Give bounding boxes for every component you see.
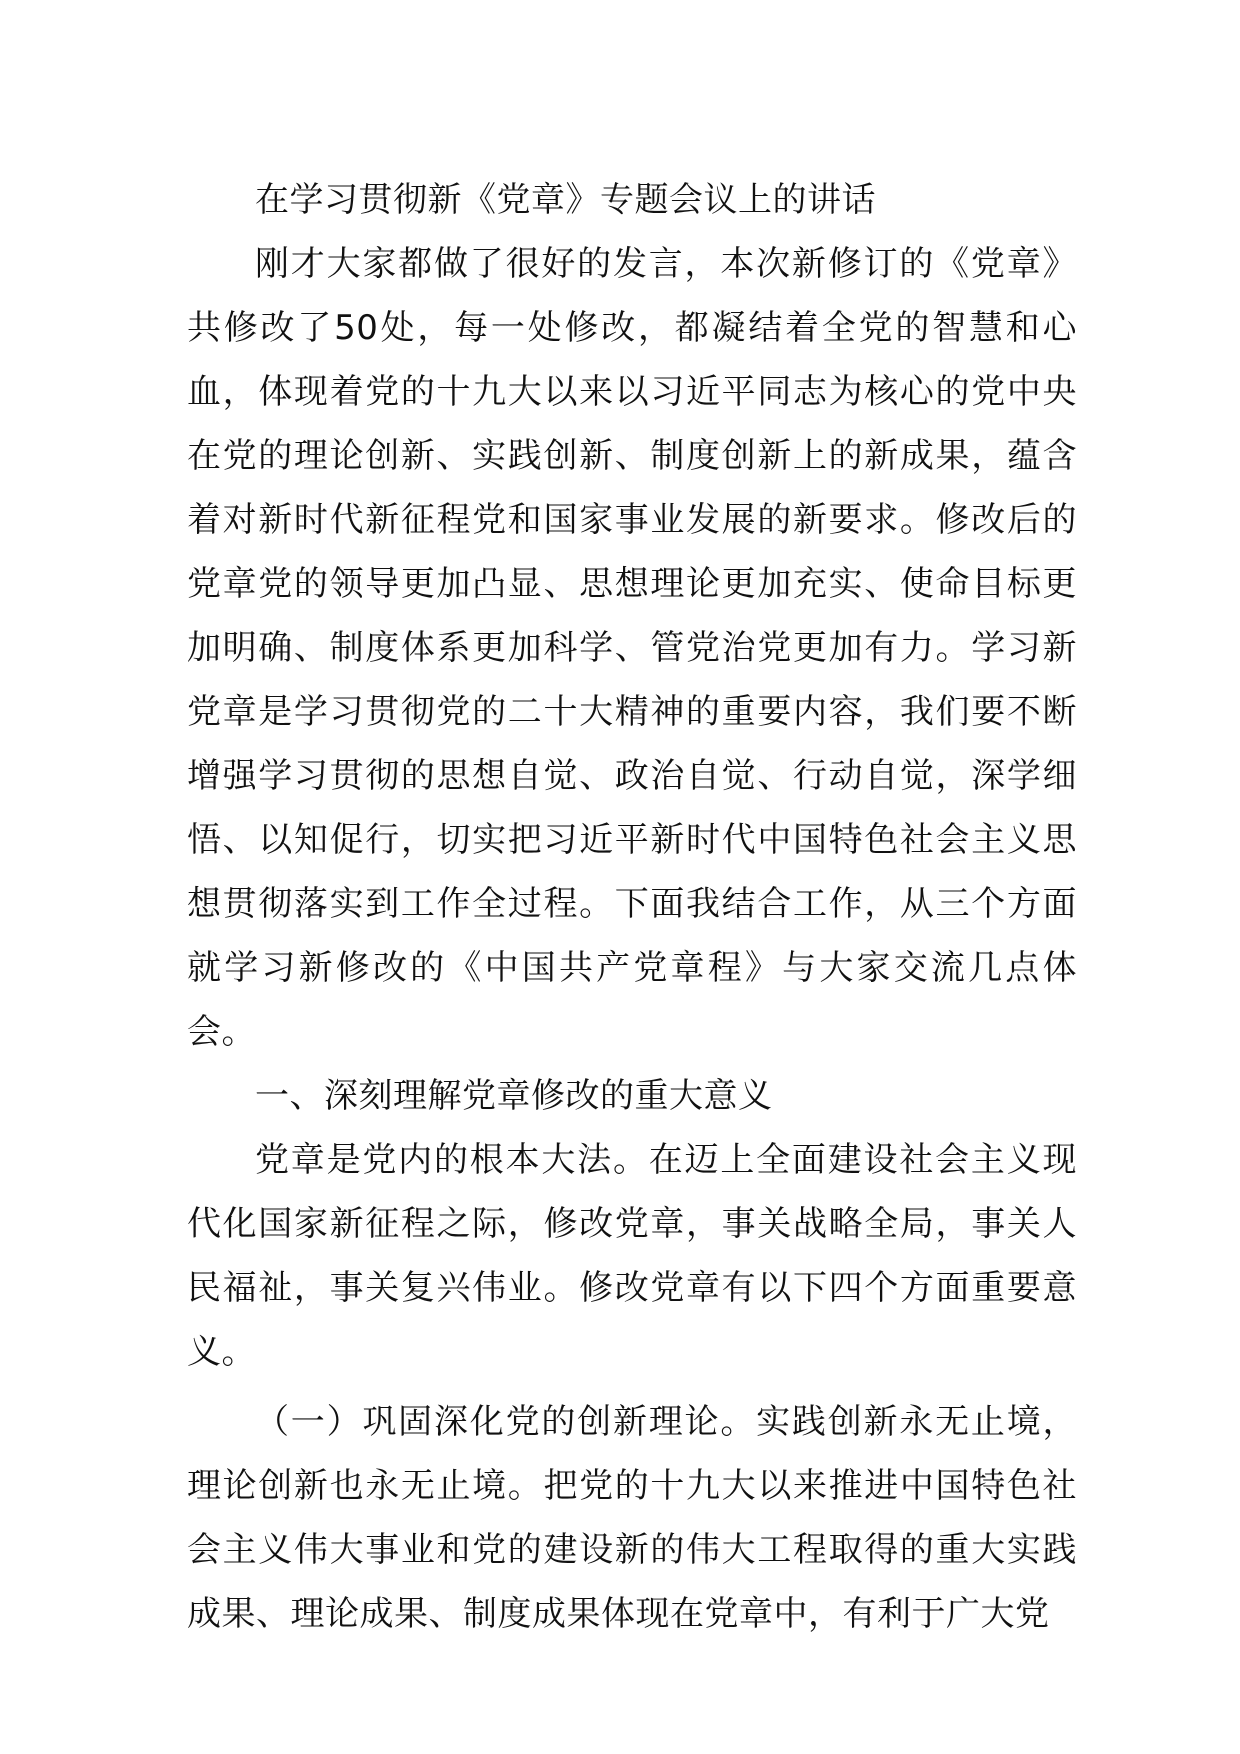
intro-paragraph: 刚才大家都做了很好的发言，本次新修订的《党章》共修改了50处，每一处修改，都凝结着全党的智慧和心血，体现着党的十九大以来以习近平同志为核心的党中央在党的理论创新、实践创新、制度创新上的新成果，蕴含着对新时代新征程党和国家事业发展的新要求。修改后的党章党的领导更加凸显、思想理论更加充实、使命目标更加明确、制度体系更加科学、管党治党更加有力。学习新党章是学习贯彻党的二十大精神的重要内容，我们要不断增强学习贯彻的思想自觉、政治自觉、行动自觉，深学细悟、以知促行，切实把习近平新时代中国特色社会主义思想贯彻落实到工作全过程。下面我结合工作，从三个方面就学习新修改的《中国共产党章程》与大家交流几点体会。 <box>187 244 1077 1052</box>
section-heading: 一、深刻理解党章修改的重大意义 <box>255 1076 773 1116</box>
section-paragraph: 党章是党内的根本大法。在迈上全面建设社会主义现代化国家新征程之际，修改党章，事关战略全局，事关人民福祉，事关复兴伟业。修改党章有以下四个方面重要意义。 <box>187 1140 1077 1372</box>
document-title: 在学习贯彻新《党章》专题会议上的讲话 <box>255 180 876 220</box>
document-body <box>187 168 1077 1646</box>
subsection-paragraph: （一）巩固深化党的创新理论。实践创新永无止境，理论创新也永无止境。把党的十九大以来推进中国特色社会主义伟大事业和党的建设新的伟大工程取得的重大实践成果、理论成果、制度成果体现在党章中，有利于广大党 <box>187 1402 1077 1634</box>
